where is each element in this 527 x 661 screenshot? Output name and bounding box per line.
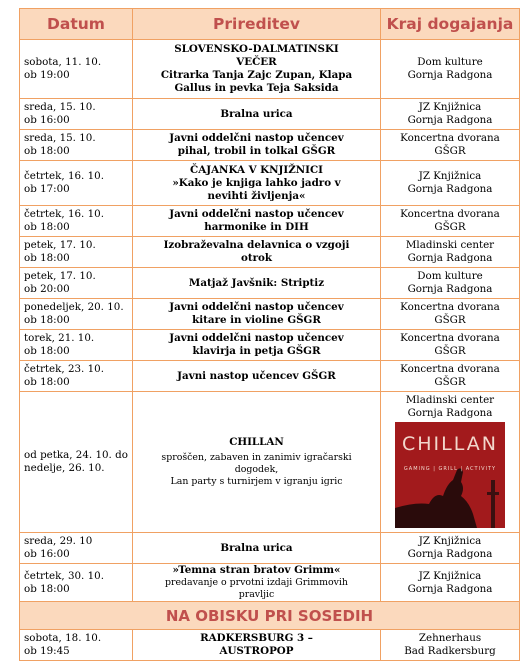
date-text: nedelje, 26. 10. xyxy=(24,462,105,474)
header-location: Kraj dogajanja xyxy=(381,9,520,40)
location-cell xyxy=(381,40,520,99)
location-cell xyxy=(381,630,520,661)
date-text: sobota, 18. 10. xyxy=(24,632,102,644)
header-date: Datum xyxy=(20,9,133,40)
event-title: pihal, trobil in tolkal GŠGR xyxy=(177,145,336,157)
time-text: ob 18:00 xyxy=(24,252,70,264)
table-header-row xyxy=(20,9,520,40)
event-cell xyxy=(133,237,381,268)
location-name: JZ Knjižnica xyxy=(418,535,482,547)
location-town: Bad Radkersburg xyxy=(404,645,496,657)
event-cell xyxy=(133,299,381,330)
poster-title: CHILLAN xyxy=(402,433,498,455)
event-cell xyxy=(133,130,381,161)
event-title: VEČER xyxy=(236,56,277,68)
event-cell xyxy=(133,533,381,564)
date-cell xyxy=(20,130,133,161)
table-row xyxy=(20,533,520,564)
time-text: ob 16:00 xyxy=(24,548,70,560)
time-text: ob 17:00 xyxy=(24,183,70,195)
location-cell xyxy=(381,533,520,564)
date-text: ponedeljek, 20. 10. xyxy=(24,301,124,313)
location-name: Koncertna dvorana xyxy=(400,208,500,220)
location-name: Mladinski center xyxy=(405,394,495,406)
location-name: JZ Knjižnica xyxy=(418,101,482,113)
location-town: Gornja Radgona xyxy=(407,252,493,264)
date-cell xyxy=(20,533,133,564)
date-text: sreda, 15. 10. xyxy=(24,101,96,113)
poster-tagline: GAMING | GRILL | ACTIVITY xyxy=(403,466,497,472)
date-cell xyxy=(20,299,133,330)
date-cell xyxy=(20,630,133,661)
event-title: Javni oddelčni nastop učencev xyxy=(169,332,344,344)
location-cell xyxy=(381,130,520,161)
date-cell xyxy=(20,361,133,392)
date-cell xyxy=(20,161,133,206)
table-row xyxy=(20,130,520,161)
event-cell xyxy=(133,206,381,237)
event-cell xyxy=(133,330,381,361)
section-title: NA OBISKU PRI SOSEDIH xyxy=(20,602,520,630)
location-town: Gornja Radgona xyxy=(407,548,493,560)
events-table xyxy=(19,8,520,661)
location-name: Koncertna dvorana xyxy=(400,132,500,144)
event-title: AUSTROPOP xyxy=(219,645,294,657)
date-cell xyxy=(20,330,133,361)
table-row xyxy=(20,268,520,299)
event-title: Bralna urica xyxy=(220,107,293,120)
event-title: Javni nastop učencev GŠGR xyxy=(177,369,336,382)
location-cell xyxy=(381,361,520,392)
chillan-poster-image xyxy=(395,422,505,528)
date-text: petek, 17. 10. xyxy=(24,239,96,251)
location-name: Koncertna dvorana xyxy=(400,332,500,344)
location-town: Gornja Radgona xyxy=(407,283,493,295)
location-town: GŠGR xyxy=(434,376,466,388)
event-cell xyxy=(133,361,381,392)
event-detail: Citrarka Tanja Zajc Zupan, Klapa xyxy=(160,69,353,81)
table-row xyxy=(20,330,520,361)
table-row xyxy=(20,564,520,602)
location-town: Gornja Radgona xyxy=(407,114,493,126)
event-title: RADKERSBURG 3 – xyxy=(200,632,313,644)
event-title: Javni oddelčni nastop učencev xyxy=(169,208,344,220)
location-name: Zehnerhaus xyxy=(418,632,482,644)
table-row xyxy=(20,40,520,99)
section-row xyxy=(20,602,520,630)
event-title: kitare in violine GŠGR xyxy=(192,314,321,326)
table-row xyxy=(20,206,520,237)
header-event: Prireditev xyxy=(133,9,381,40)
date-text: petek, 17. 10. xyxy=(24,270,96,282)
event-detail: dogodek, xyxy=(234,464,279,475)
date-text: četrtek, 23. 10. xyxy=(24,363,104,375)
date-text: sreda, 29. 10 xyxy=(24,535,93,547)
event-title: harmonike in DIH xyxy=(204,221,309,233)
location-town: Gornja Radgona xyxy=(407,582,493,595)
event-title: Izobraževalna delavnica o vzgoji xyxy=(163,239,350,251)
location-town: Gornja Radgona xyxy=(407,407,493,419)
event-title: Javni oddelčni nastop učencev xyxy=(169,132,344,144)
location-name: Dom kulture xyxy=(417,56,483,68)
time-text: ob 18:00 xyxy=(24,376,70,388)
date-text: sreda, 15. 10. xyxy=(24,132,96,144)
event-cell xyxy=(133,564,381,602)
event-title: ČAJANKA V KNJIŽNICI xyxy=(190,163,323,176)
location-cell xyxy=(381,161,520,206)
event-title: Javni oddelčni nastop učencev xyxy=(169,301,344,313)
table-row xyxy=(20,630,520,661)
date-text: od petka, 24. 10. do xyxy=(24,449,128,461)
event-cell xyxy=(133,40,381,99)
time-text: ob 18:00 xyxy=(24,345,70,357)
date-cell xyxy=(20,268,133,299)
table-row xyxy=(20,361,520,392)
event-detail: sproščen, zabaven in zanimiv igračarski xyxy=(161,452,352,463)
location-name: JZ Knjižnica xyxy=(418,569,482,582)
location-cell xyxy=(381,99,520,130)
location-town: Gornja Radgona xyxy=(407,183,493,195)
event-detail: Gallus in pevka Teja Saksida xyxy=(174,82,339,94)
location-cell xyxy=(381,299,520,330)
date-text: četrtek, 30. 10. xyxy=(24,569,104,582)
location-name: JZ Knjižnica xyxy=(418,170,482,182)
time-text: ob 20:00 xyxy=(24,283,70,295)
location-name: Dom kulture xyxy=(417,270,483,282)
time-text: ob 18:00 xyxy=(24,582,70,595)
location-name: Koncertna dvorana xyxy=(400,301,500,313)
event-detail: pravljic xyxy=(238,589,275,600)
location-cell xyxy=(381,564,520,602)
location-name: Mladinski center xyxy=(405,239,495,251)
date-cell xyxy=(20,564,133,602)
event-title: »Kako je knjiga lahko jadro v xyxy=(172,176,341,189)
location-name: Koncertna dvorana xyxy=(400,363,500,375)
location-town: GŠGR xyxy=(434,221,466,233)
date-text: četrtek, 16. 10. xyxy=(24,208,104,220)
event-title: nevihti življenja« xyxy=(207,189,306,202)
date-cell xyxy=(20,392,133,533)
event-title: klavirja in petja GŠGR xyxy=(192,345,321,357)
event-cell xyxy=(133,268,381,299)
date-text: četrtek, 16. 10. xyxy=(24,170,104,182)
date-cell xyxy=(20,99,133,130)
event-cell xyxy=(133,99,381,130)
event-detail: predavanje o prvotni izdaji Grimmovih xyxy=(165,577,348,588)
location-town: GŠGR xyxy=(434,314,466,326)
time-text: ob 19:00 xyxy=(24,69,70,81)
event-detail: Lan party s turnirjem v igranju igric xyxy=(170,476,343,487)
location-cell xyxy=(381,268,520,299)
table-row xyxy=(20,99,520,130)
time-text: ob 18:00 xyxy=(24,221,70,233)
event-title: CHILLAN xyxy=(229,436,284,448)
location-cell xyxy=(381,206,520,237)
time-text: ob 16:00 xyxy=(24,114,70,126)
date-cell xyxy=(20,206,133,237)
time-text: ob 18:00 xyxy=(24,145,70,157)
event-title: Matjaž Javšnik: Striptiz xyxy=(188,276,325,289)
table-row xyxy=(20,237,520,268)
location-cell xyxy=(381,237,520,268)
date-cell xyxy=(20,237,133,268)
event-title: otrok xyxy=(240,252,273,264)
date-text: sobota, 11. 10. xyxy=(24,56,102,68)
event-title: Bralna urica xyxy=(220,541,293,554)
time-text: ob 18:00 xyxy=(24,314,70,326)
table-row xyxy=(20,161,520,206)
date-cell xyxy=(20,40,133,99)
event-cell xyxy=(133,161,381,206)
event-title: »Temna stran bratov Grimm« xyxy=(172,564,341,576)
time-text: ob 19:45 xyxy=(24,645,70,657)
location-town: GŠGR xyxy=(434,145,466,157)
event-title: SLOVENSKO-DALMATINSKI xyxy=(174,43,339,55)
date-text: torek, 21. 10. xyxy=(24,332,95,344)
location-cell xyxy=(381,330,520,361)
table-row xyxy=(20,299,520,330)
location-town: Gornja Radgona xyxy=(407,69,493,81)
event-cell xyxy=(133,392,381,533)
event-cell xyxy=(133,630,381,661)
location-town: GŠGR xyxy=(434,345,466,357)
table-row xyxy=(20,392,520,533)
location-cell xyxy=(381,392,520,533)
